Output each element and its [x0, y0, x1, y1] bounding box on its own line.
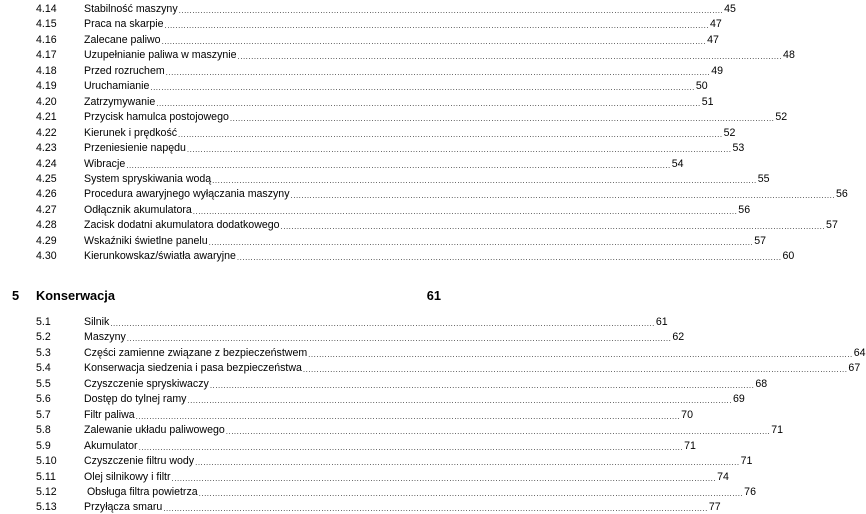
toc-dot-leader: ........................................................................................................................................................................................................	[165, 67, 711, 77]
toc-entry[interactable]	[36, 468, 729, 484]
toc-entry[interactable]	[36, 247, 795, 263]
toc-entry-page-number: 56	[836, 188, 848, 201]
toc-entry-page-number: 47	[710, 18, 722, 31]
toc-entry-number: 5.9	[36, 439, 51, 452]
toc-dot-leader: ........................................................................................................................................................................................................	[290, 191, 836, 201]
toc-entry[interactable]	[36, 170, 770, 186]
toc-entry-page-number: 74	[717, 470, 729, 483]
toc-entry-number: 5.5	[36, 377, 51, 390]
toc-entry-page-number: 47	[707, 33, 719, 46]
toc-entry-title: Maszyny	[84, 331, 126, 344]
chapter-number: 5	[12, 288, 20, 303]
toc-entry-page-number: 45	[724, 3, 736, 15]
toc-entry-number: 4.24	[36, 157, 57, 170]
toc-entry-number: 5.6	[36, 393, 51, 406]
toc-entry-page-number: 69	[732, 393, 745, 406]
toc-entry-number: 5.3	[36, 346, 51, 359]
toc-entry[interactable]	[36, 437, 696, 453]
toc-entry-number: 4.21	[36, 111, 57, 124]
toc-entry-number: 5.8	[36, 424, 51, 437]
toc-entry-title: Olej silnikowy i filtr	[84, 470, 171, 483]
toc-dot-leader: ........................................................................................................................................................................................................	[195, 458, 740, 468]
toc-entry-number: 4.16	[36, 33, 57, 46]
toc-entry-number: 4.23	[36, 142, 57, 155]
toc-entry-number: 5.2	[36, 331, 51, 344]
toc-dot-leader: ........................................................................................................................................................................................................	[186, 145, 732, 155]
toc-entry-title: Zalecane paliwo	[84, 33, 161, 46]
toc-entry-number: 4.14	[36, 3, 57, 15]
toc-entry[interactable]	[36, 421, 784, 437]
toc-dot-leader: ........................................................................................................................................................................................................	[198, 488, 744, 498]
toc-entry[interactable]	[36, 15, 722, 31]
toc-entry[interactable]	[36, 201, 751, 217]
toc-entry-title: Uzupełnianie paliwa w maszynie	[84, 49, 237, 62]
toc-entry-number: 4.15	[36, 18, 57, 31]
toc-entry-page-number: 71	[684, 439, 696, 452]
toc-entry-number: 5.11	[36, 470, 56, 483]
toc-dot-leader: ........................................................................................................................................................................................................	[308, 349, 853, 359]
toc-entry-title: Procedura awaryjnego wyłączania maszyny	[84, 188, 290, 201]
toc-entry-number: 5.13	[36, 501, 57, 514]
toc-entry-page-number: 52	[723, 126, 736, 139]
toc-entry[interactable]	[36, 93, 714, 109]
toc-entry-page-number: 64	[853, 346, 866, 359]
toc-entry-number: 4.18	[36, 64, 57, 77]
toc-entry[interactable]	[36, 359, 861, 375]
toc-entry-page-number: 56	[738, 203, 751, 216]
toc-entry-page-number: 51	[701, 95, 714, 108]
toc-entry-number: 4.22	[36, 126, 57, 139]
toc-entry[interactable]	[36, 390, 745, 406]
toc-entry-title: Kierunkowskaz/światła awaryjne	[84, 250, 236, 263]
toc-entry-number: 4.27	[36, 203, 57, 216]
toc-entry-page-number: 76	[744, 485, 756, 498]
toc-entry-title: Czyszczenie spryskiwaczy	[84, 377, 209, 390]
toc-entry-title: Zatrzymywanie	[84, 95, 156, 108]
toc-dot-leader: ........................................................................................................................................................................................................	[187, 396, 732, 406]
toc-entry-title: Uruchamianie	[84, 80, 150, 93]
toc-entry-page-number: 48	[783, 49, 795, 62]
toc-entry-title: Odłącznik akumulatora	[84, 203, 192, 216]
toc-entry-page-number: 67	[848, 362, 861, 375]
toc-entry-page-number: 61	[655, 316, 668, 328]
chapter-title: Konserwacja	[36, 288, 115, 303]
toc-entry-number: 4.19	[36, 80, 57, 93]
toc-dot-leader: ........................................................................................................................................................................................................	[302, 365, 848, 375]
toc-entry-title: Dostęp do tylnej ramy	[84, 393, 187, 406]
toc-entry-title: Silnik	[84, 316, 110, 328]
toc-entry[interactable]	[36, 31, 719, 47]
toc-entry[interactable]	[36, 139, 745, 155]
toc-entry-title: Filtr paliwa	[84, 408, 135, 421]
toc-entry-number: 4.28	[36, 219, 57, 232]
toc-entry[interactable]	[36, 498, 721, 514]
toc-dot-leader: ........................................................................................................................................................................................................	[126, 334, 672, 344]
toc-entry-title: Przed rozruchem	[84, 64, 165, 77]
toc-entry-title: Wskaźniki świetlne panelu	[84, 234, 208, 247]
toc-dot-leader: ........................................................................................................................................................................................................	[126, 160, 671, 170]
toc-entry[interactable]	[36, 375, 768, 391]
toc-entry-number: 4.26	[36, 188, 57, 201]
toc-dot-leader: ........................................................................................................................................................................................................	[150, 83, 695, 93]
toc-dot-leader: ........................................................................................................................................................................................................	[161, 36, 707, 46]
toc-entry[interactable]	[36, 344, 866, 360]
toc-dot-leader: ........................................................................................................................................................................................................	[178, 6, 724, 15]
toc-entry[interactable]	[36, 406, 693, 422]
toc-dot-leader: ........................................................................................................................................................................................................	[156, 98, 701, 108]
toc-entry-title: Przycisk hamulca postojowego	[84, 111, 229, 124]
toc-entry-number: 5.7	[36, 408, 51, 421]
toc-entry-page-number: 53	[732, 142, 745, 155]
toc-entry[interactable]	[36, 0, 736, 16]
toc-dot-leader: ........................................................................................................................................................................................................	[225, 427, 771, 437]
toc-entry-title: Zalewanie układu paliwowego	[84, 424, 225, 437]
toc-entry-page-number: 54	[671, 157, 684, 170]
toc-entry-title: Przeniesienie napędu	[84, 142, 186, 155]
toc-dot-leader: ........................................................................................................................................................................................................	[138, 442, 684, 452]
toc-dot-leader: ........................................................................................................................................................................................................	[237, 52, 783, 62]
toc-dot-leader: ........................................................................................................................................................................................................	[209, 380, 755, 390]
toc-entry[interactable]	[36, 483, 756, 499]
toc-entry-number: 4.20	[36, 95, 57, 108]
toc-dot-leader: ........................................................................................................................................................................................................	[229, 114, 775, 124]
toc-entry[interactable]	[36, 62, 723, 78]
toc-entry-number: 5.1	[36, 316, 51, 328]
toc-entry-page-number: 71	[771, 424, 784, 437]
toc-entry[interactable]	[36, 232, 766, 248]
toc-entry-page-number: 71	[740, 455, 753, 468]
toc-entry-page-number: 49	[711, 64, 723, 77]
chapter-page-number: 61	[426, 288, 441, 303]
toc-entry-number: 5.4	[36, 362, 51, 375]
toc-entry-title: Obsługa filtra powietrza	[84, 485, 198, 498]
toc-dot-leader: ........................................................................................................................................................................................................	[236, 253, 782, 263]
toc-entry-title: Konserwacja siedzenia i pasa bezpieczeństwa	[84, 362, 302, 375]
toc-entry-page-number: 50	[695, 80, 708, 93]
toc-entry[interactable]	[36, 328, 685, 344]
toc-entry-title: Wibracje	[84, 157, 126, 170]
toc-dot-leader: ........................................................................................................................................................................................................	[178, 129, 723, 139]
toc-entry[interactable]	[36, 452, 753, 468]
toc-entry-number: 4.25	[36, 172, 57, 185]
toc-entry-page-number: 60	[782, 250, 795, 263]
toc-dot-leader: ........................................................................................................................................................................................................	[110, 319, 655, 328]
toc-dot-leader: ........................................................................................................................................................................................................	[192, 206, 738, 216]
toc-entry-title: Przyłącza smaru	[84, 501, 163, 514]
toc-entry-page-number: 55	[757, 172, 770, 185]
toc-dot-leader: ........................................................................................................................................................................................................	[163, 504, 708, 514]
toc-entry-page-number: 57	[826, 219, 838, 232]
toc-entry-page-number: 77	[708, 501, 721, 514]
toc-dot-leader: ........................................................................................................................................................................................................	[208, 237, 754, 247]
toc-entry[interactable]	[36, 108, 788, 124]
toc-entry-page-number: 57	[754, 234, 766, 247]
toc-entry[interactable]	[36, 313, 668, 329]
toc-entry-title: Praca na skarpie	[84, 18, 164, 31]
toc-entry[interactable]	[36, 185, 848, 201]
toc-dot-leader: ........................................................................................................................................................................................................	[280, 222, 826, 232]
toc-entry-title: Stabilność maszyny	[84, 3, 178, 15]
toc-entry-title: Akumulator	[84, 439, 138, 452]
toc-entry[interactable]	[36, 124, 736, 140]
chapter-heading[interactable]	[12, 284, 441, 304]
toc-dot-leader: ........................................................................................................................................................................................................	[135, 411, 681, 421]
toc-entry-number: 4.17	[36, 49, 57, 62]
toc-entry-page-number: 62	[672, 331, 685, 344]
toc-entry-page-number: 70	[681, 408, 693, 421]
toc-entry-title: Części zamienne związane z bezpieczeństwem	[84, 346, 308, 359]
toc-entry[interactable]	[36, 46, 795, 62]
toc-entry-number: 4.29	[36, 234, 57, 247]
toc-entry-page-number: 68	[755, 377, 768, 390]
toc-entry-title: Zacisk dodatni akumulatora dodatkowego	[84, 219, 280, 232]
toc-entry-number: 5.12	[36, 485, 57, 498]
toc-entry-title: System spryskiwania wodą	[84, 172, 212, 185]
toc-entry[interactable]	[36, 155, 684, 171]
toc-entry-title: Kierunek i prędkość	[84, 126, 178, 139]
toc-entry-page-number: 52	[775, 111, 788, 124]
toc-dot-leader: ........................................................................................................................................................................................................	[212, 175, 757, 185]
toc-entry-title: Czyszczenie filtru wody	[84, 455, 195, 468]
toc-dot-leader: ........................................................................................................................................................................................................	[164, 21, 710, 31]
toc-entry[interactable]	[36, 216, 838, 232]
toc-entry[interactable]	[36, 77, 708, 93]
toc-entry-number: 5.10	[36, 455, 57, 468]
toc-entry-number: 4.30	[36, 250, 57, 263]
toc-dot-leader: ........................................................................................................................................................................................................	[171, 473, 717, 483]
